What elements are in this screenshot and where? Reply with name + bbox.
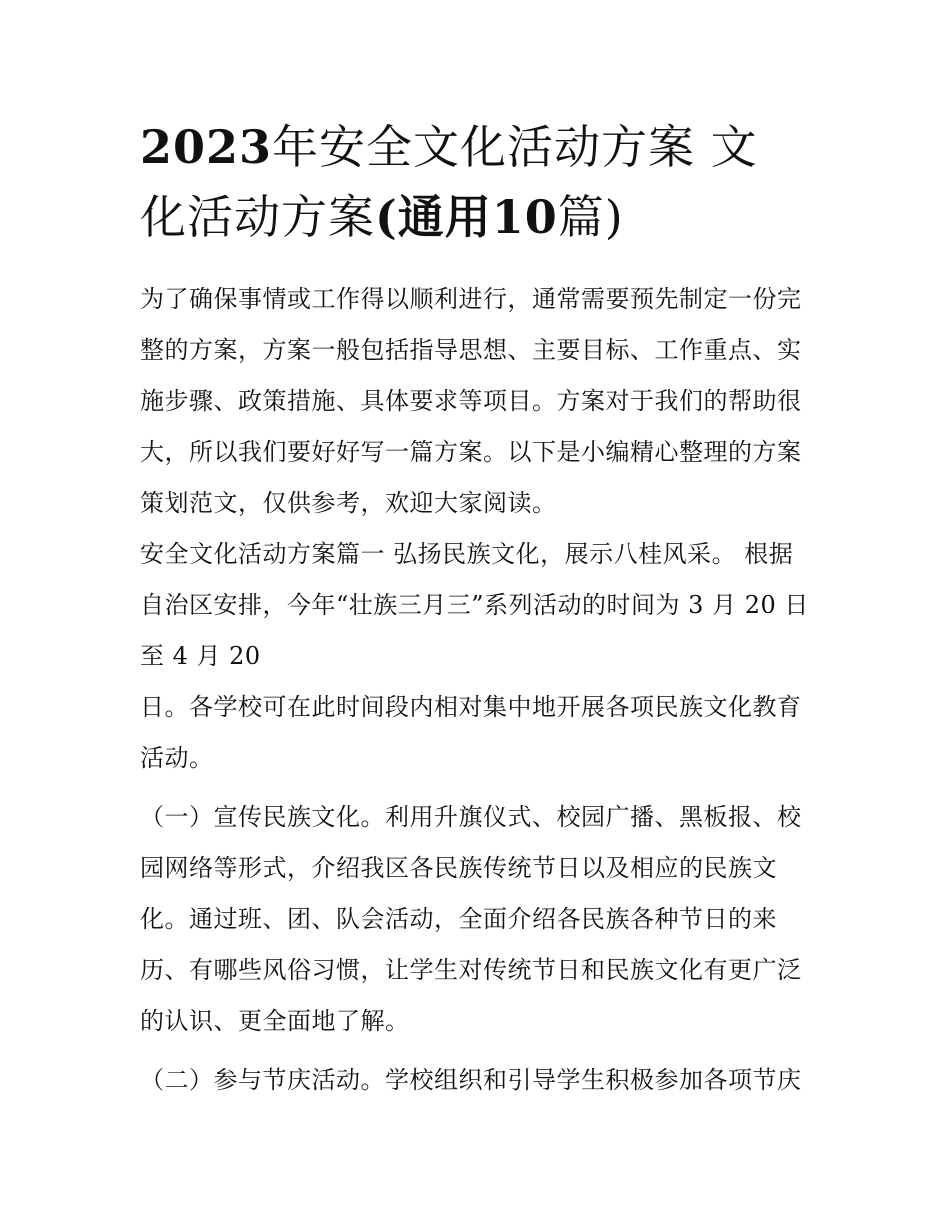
text-line: 化。通过班、团、队会活动，全面介绍各民族各种节日的来 xyxy=(140,905,777,933)
title-line-2-a: 化活动方案 xyxy=(140,190,375,244)
title-line-2-c: 10 xyxy=(491,190,558,244)
text-line: 策划范文，仅供参考，欢迎大家阅读。 xyxy=(140,489,557,517)
title-line-2-d: 篇) xyxy=(557,190,624,244)
title-year: 2023 xyxy=(140,120,273,174)
text-line: 的认识、更全面地了解。 xyxy=(140,1007,410,1035)
title-line-2-b: (通用 xyxy=(375,190,492,244)
item-1-paragraph xyxy=(140,792,820,1047)
text-line: 日。各学校可在此时间段内相对集中地开展各项民族文化教育 xyxy=(140,693,802,721)
title-line-1 xyxy=(140,112,820,182)
title-line-1-text: 年安全文化活动方案 文 xyxy=(272,120,758,174)
text-line: 大，所以我们要好好写一篇方案。以下是小编精心整理的方案 xyxy=(140,438,802,466)
item-2-paragraph xyxy=(140,1055,820,1106)
text-line: （二）参与节庆活动。学校组织和引导学生积极参加各项节庆 xyxy=(140,1066,802,1094)
text-line: 历、有哪些风俗习惯，让学生对传统节日和民族文化有更广泛 xyxy=(140,956,802,984)
text-line: 为了确保事情或工作得以顺利进行，通常需要预先制定一份完 xyxy=(140,285,802,313)
text-line: 至 4 月 20 xyxy=(140,642,261,670)
text-line: 园网络等形式，介绍我区各民族传统节日以及相应的民族文 xyxy=(140,854,777,882)
text-line: 活动。 xyxy=(140,744,214,772)
section-1-continuation xyxy=(140,682,820,784)
title-line-2 xyxy=(140,182,820,252)
document-title xyxy=(140,112,820,252)
text-line: （一）宣传民族文化。利用升旗仪式、校园广播、黑板报、校 xyxy=(140,803,802,831)
text-line: 安全文化活动方案篇一 弘扬民族文化，展示八桂风采。 根据 xyxy=(140,540,794,568)
text-line: 自治区安排，今年“壮族三月三”系列活动的时间为 3 月 20 日 xyxy=(140,591,809,619)
text-line: 整的方案，方案一般包括指导思想、主要目标、工作重点、实 xyxy=(140,336,802,364)
text-line: 施步骤、政策措施、具体要求等项目。方案对于我们的帮助很 xyxy=(140,387,802,415)
document-page xyxy=(140,112,820,1106)
intro-paragraph xyxy=(140,274,820,529)
section-1-paragraph xyxy=(140,529,820,682)
